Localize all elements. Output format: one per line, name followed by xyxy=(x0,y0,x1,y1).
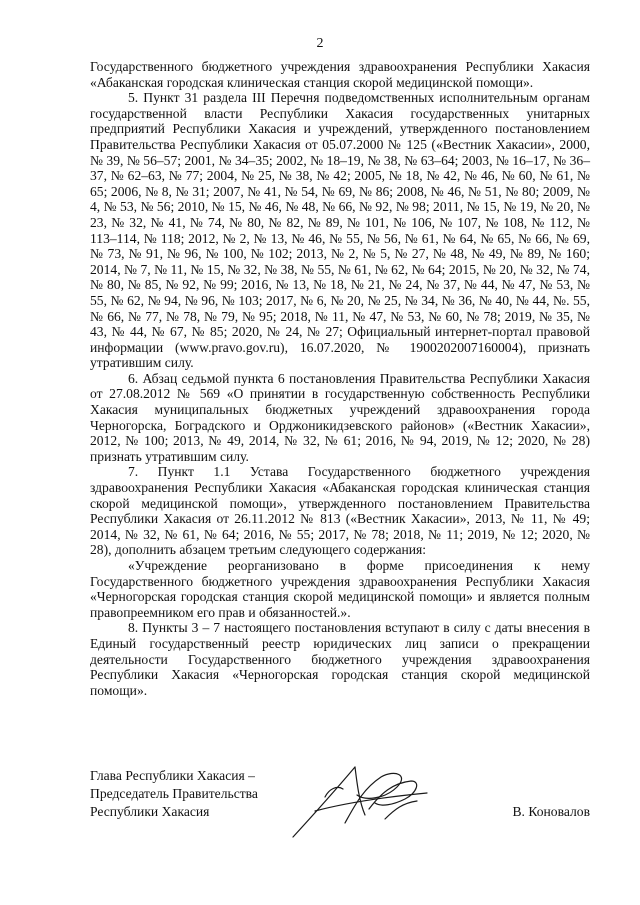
paragraph-item-5: 5. Пункт 31 раздела III Перечня подведомственных исполнительным органам государственной власти Республики Хакасия государственных унитарных предприятий Республики Хакасия и учреждений, утвержденного постановлением Правительства Республики Хакасия от 05.07.2000 № 125 («Вестник Хакасии», 2000, № 39, № 56–57; 2001, № 34–35; 2002, № 18–19, № 38, № 63–64; 2003, № 16–17, № 36–37, № 62–63, № 77; 2004, № 25, № 38, № 42; 2005, № 18, № 42, № 46, № 60, № 61, № 65; 2006, № 8, № 31; 2007, № 41, № 54, № 69, № 86; 2008, № 46, № 51, № 80; 2009, № 4, № 53, № 56; 2010, № 15, № 46, № 48, № 66, № 92, № 98; 2011, № 15, № 19, № 20, № 23, № 32, № 41, № 74, № 80, № 82, № 89, № 101, № 106, № 107, № 108, № 112, № 113–114, № 118; 2012, № 2, № 13, № 46, № 55, № 56, № 61, № 64, № 65, № 66, № 69, № 73, № 91, № 96, № 100, № 102; 2013, № 2, № 5, № 27, № 48, № 49, № 89, № 160; 2014, № 7, № 11, № 15, № 32, № 38, № 55, № 61, № 62, № 64; 2015, № 20, № 32, № 74, № 80, № 85, № 92, № 99; 2016, № 13, № 18, № 21, № 24, № 37, № 44, № 47, № 53, № 55, № 62, № 94, № 96, № 103; 2017, № 6, № 20, № 25, № 34, № 36, № 40, № 44, №. 55, № 66, № 77, № 78, № 79, № 95; 2018, № 11, № 47, № 53, № 60, № 78; 2019, № 35, № 43, № 44, № 67, № 85; 2020, № 24, № 27; Официальный интернет-портал правовой информации (www.pravo.gov.ru), 16.07.2020, № 1900202007160004), признать утратившим силу. xyxy=(90,90,590,371)
paragraph-item-8: 8. Пункты 3 – 7 настоящего постановления вступают в силу с даты внесения в Единый государственный реестр юридических лиц записи о прекращении деятельности Государственного бюджетного учреждения здравоохранения Республики Хакасия «Черногорская городская станция скорой медицинской помощи». xyxy=(90,620,590,698)
signer-name: В. Коновалов xyxy=(512,804,590,819)
paragraph-continuation: Государственного бюджетного учреждения здравоохранения Республики Хакасия «Абаканская городская клиническая станция скорой медицинской помощи». xyxy=(90,59,590,90)
paragraph-quoted-text: «Учреждение реорганизовано в форме присоединения к нему Государственного бюджетного учреждения здравоохранения Республики Хакасия «Черногорская городская станция скорой медицинской помощи» и является полным правопреемником его прав и обязанностей.». xyxy=(90,558,590,620)
paragraph-item-6: 6. Абзац седьмой пункта 6 постановления Правительства Республики Хакасия от 27.08.2012 № 569 «О принятии в государственную собственность Республики Хакасия муниципальных бюджетных учреждений здравоохранения города Черногорска, Боградского и Орджоникидзевского районов» («Вестник Хакасии», 2012, № 100; 2013, № 49, 2014, № 32, № 61; 2016, № 94, 2019, № 12; 2020, № 28) признать утратившим силу. xyxy=(90,370,590,464)
signer-title: Глава Республики Хакасия – Председатель Правительства Республики Хакасия xyxy=(90,768,258,819)
handwritten-signature xyxy=(285,753,435,843)
page-number: 2 xyxy=(316,36,324,51)
document-body xyxy=(90,59,590,698)
paragraph-item-7: 7. Пункт 1.1 Устава Государственного бюджетного учреждения здравоохранения Республики Хакасия «Абаканская городская клиническая станция скорой медицинской помощи», утвержденного постановлением Правительства Республики Хакасия от 26.11.2012 № 813 («Вестник Хакасии», 2013, № 11, № 49; 2014, № 32, № 61, № 64; 2016, № 55; 2017, № 78; 2018, № 11; 2019, № 12; 2020, № 28), дополнить абзацем третьим следующего содержания: xyxy=(90,464,590,558)
signature-block xyxy=(90,767,590,857)
